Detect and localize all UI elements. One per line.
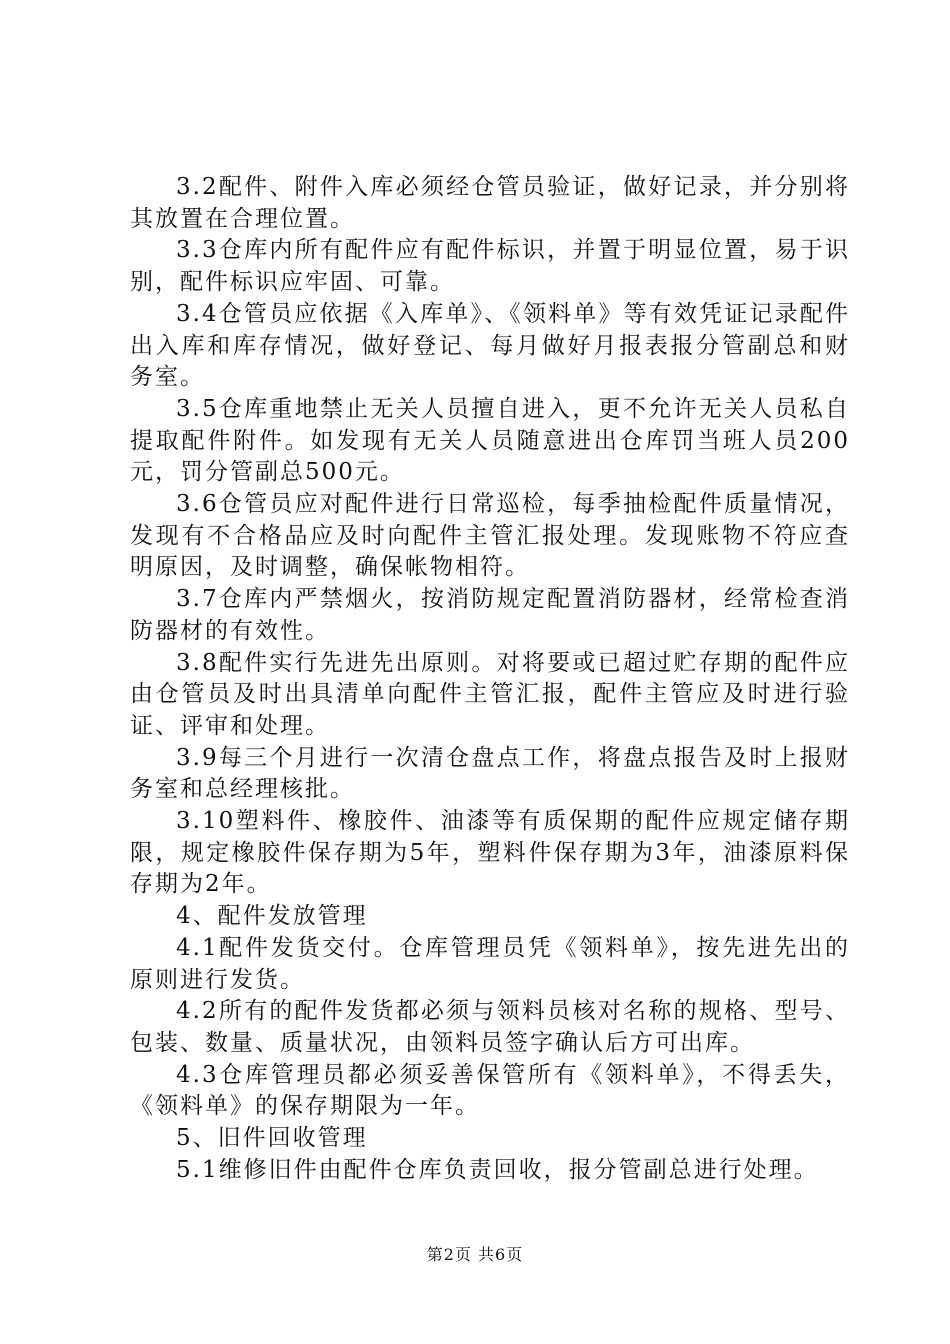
page-number-footer: 第2页 共6页 <box>426 1245 524 1264</box>
paragraph-5-1: 5.1维修旧件由配件仓库负责回收，报分管副总进行处理。 <box>176 1156 819 1183</box>
paragraph-3-6: 3.6仓管员应对配件进行日常巡检，每季抽检配件质量情况，发现有不合格品应及时向配件主管汇报处理。发现账物不符应查明原因，及时调整，确保帐物相符。 <box>130 491 850 581</box>
paragraph-3-7: 3.7仓库内严禁烟火，按消防规定配置消防器材，经常检查消防器材的有效性。 <box>130 586 850 644</box>
document-body <box>130 172 850 1187</box>
section-heading-4: 4、配件发放管理 <box>176 903 368 930</box>
section-heading-5: 5、旧件回收管理 <box>176 1125 368 1152</box>
paragraph-3-2: 3.2配件、附件入库必须经仓管员验证，做好记录，并分别将其放置在合理位置。 <box>130 174 850 232</box>
paragraph-4-3: 4.3仓库管理员都必须妥善保管所有《领料单》，不得丢失，《领料单》的保存期限为一年。 <box>130 1061 850 1120</box>
paragraph-3-3: 3.3仓库内所有配件应有配件标识，并置于明显位置，易于识别，配件标识应牢固、可靠。 <box>130 237 850 296</box>
paragraph-3-9: 3.9每三个月进行一次清仓盘点工作，将盘点报告及时上报财务室和总经理核批。 <box>130 744 850 803</box>
paragraph-3-4: 3.4仓管员应依据《入库单》、《领料单》等有效凭证记录配件出入库和库存情况，做好登记、每月做好月报表报分管副总和财务室。 <box>130 300 850 391</box>
paragraph-4-2: 4.2所有的配件发货都必须与领料员核对名称的规格、型号、包装、数量、质量状况，由领料员签字确认后方可出库。 <box>130 998 850 1056</box>
paragraph-4-1: 4.1配件发货交付。仓库管理员凭《领料单》，按先进先出的原则进行发货。 <box>130 934 850 993</box>
paragraph-3-8: 3.8配件实行先进先出原则。对将要或已超过贮存期的配件应由仓管员及时出具清单向配件主管汇报，配件主管应及时进行验证、评审和处理。 <box>130 649 850 739</box>
paragraph-3-10: 3.10塑料件、橡胶件、油漆等有质保期的配件应规定储存期限，规定橡胶件保存期为5年，塑料件保存期为3年，油漆原料保存期为2年。 <box>130 808 850 898</box>
paragraph-3-5: 3.5仓库重地禁止无关人员擅自进入，更不允许无关人员私自提取配件附件。如发现有无关人员随意进出仓库罚当班人员200元，罚分管副总500元。 <box>130 395 850 486</box>
